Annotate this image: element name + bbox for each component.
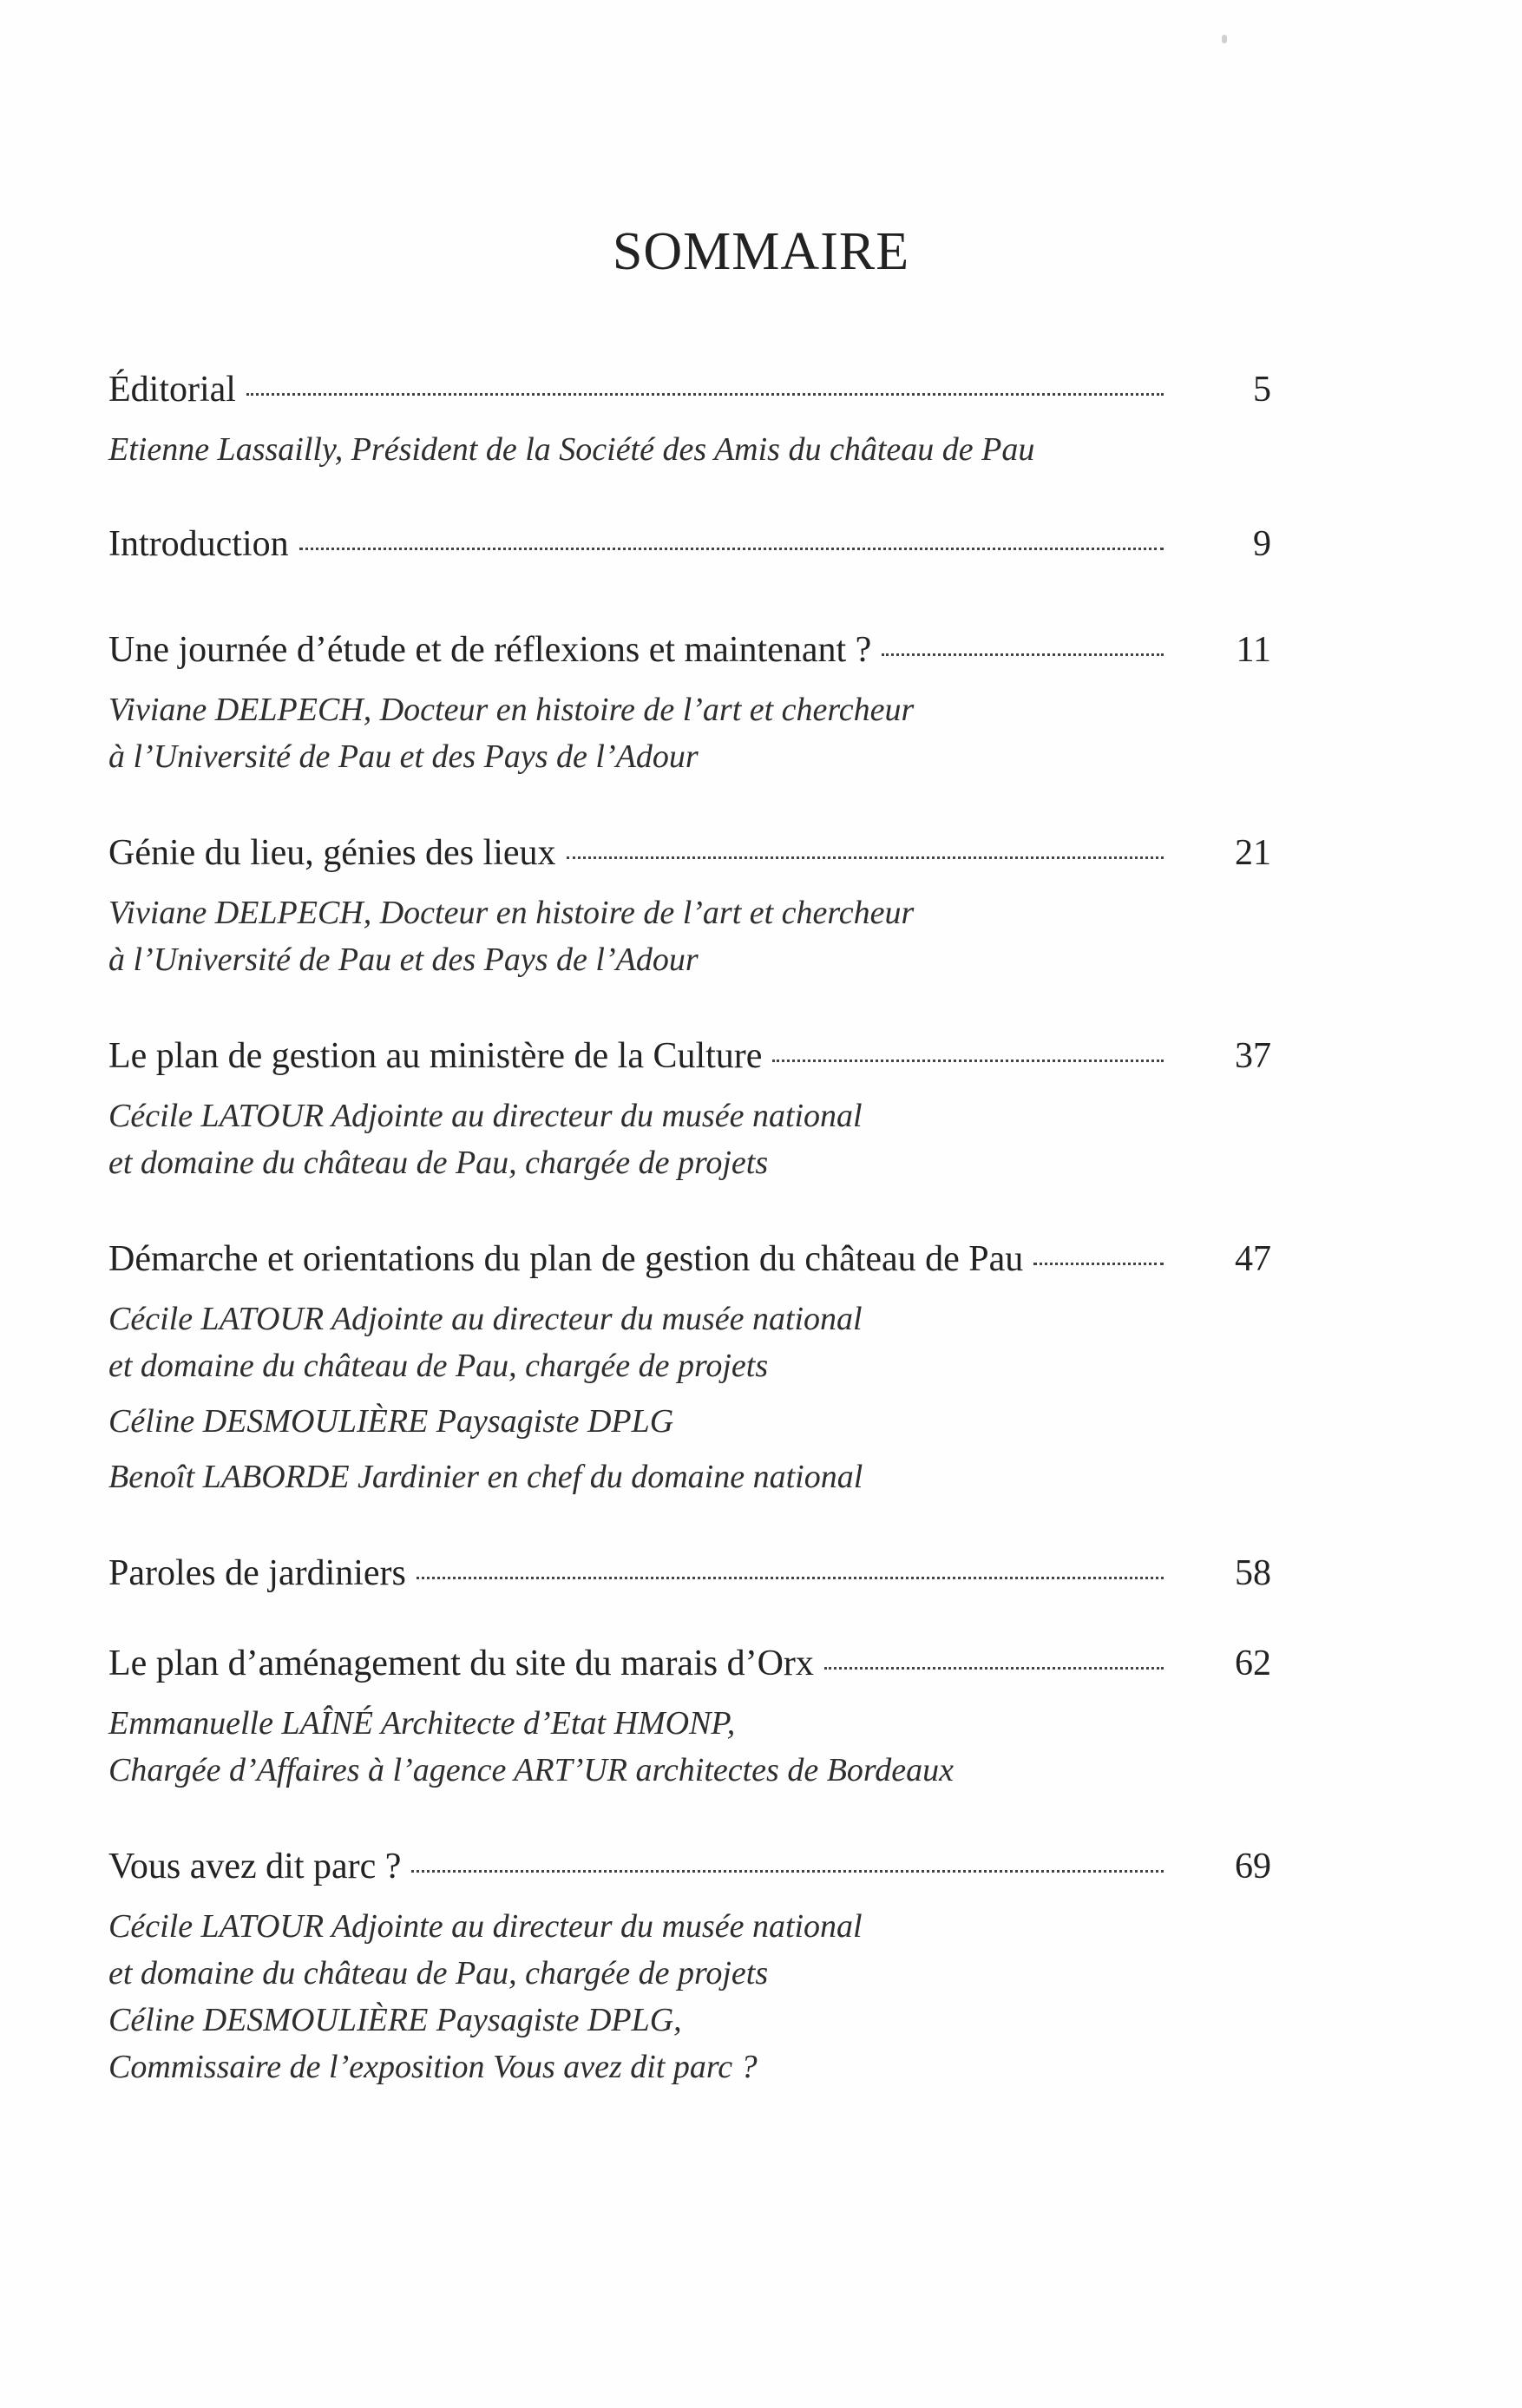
toc-entry-title: Introduction (108, 524, 289, 564)
toc-entry-title-area (108, 832, 1176, 874)
toc-author: Céline DESMOULIÈRE Paysagiste DPLG, (108, 2002, 682, 2038)
toc-author: Etienne Lassailly, Président de la Société des Amis du château de Pau (108, 431, 1035, 468)
dot-leader (417, 1577, 1164, 1579)
toc-entry-title-area (108, 369, 1176, 410)
toc-entry (108, 1552, 1332, 1610)
toc-entry-title: Éditorial (108, 370, 236, 410)
dot-leader (246, 393, 1164, 396)
toc-page-number: 58 (1235, 1553, 1271, 1593)
toc-entry (108, 523, 1332, 581)
toc-entry-title: Paroles de jardiniers (108, 1553, 406, 1593)
toc-author: Cécile LATOUR Adjointe au directeur du musée national (108, 1908, 863, 1945)
toc-entry-line (108, 1643, 1332, 1700)
toc-author: Cécile LATOUR Adjointe au directeur du musée national (108, 1301, 863, 1337)
toc-author: Emmanuelle LAÎNÉ Architecte d’Etat HMONP, (108, 1705, 736, 1742)
toc-entry-line (108, 832, 1332, 889)
dot-leader (882, 653, 1164, 656)
toc-page-number: 69 (1235, 1847, 1271, 1886)
toc-author: Chargée d’Affaires à l’agence ART’UR architectes de Bordeaux (108, 1752, 955, 1788)
toc-entry-line (108, 1035, 1332, 1092)
toc-entry-line (108, 1846, 1332, 1903)
toc-entry (108, 629, 1332, 780)
toc-entry-line (108, 1238, 1332, 1296)
toc-entry-title-area (108, 1035, 1176, 1077)
page-title: SOMMAIRE (612, 222, 910, 281)
toc-entry (108, 1846, 1332, 2090)
toc-entry-title-area (108, 1643, 1176, 1684)
toc-entry-title: Démarche et orientations du plan de gestion du château de Pau (108, 1239, 1024, 1279)
toc-page-number: 5 (1253, 370, 1271, 410)
dot-leader (824, 1667, 1164, 1670)
toc-entry (108, 1238, 1332, 1500)
toc-entry-title-area (108, 1846, 1176, 1887)
dot-leader (567, 856, 1164, 859)
toc-entry-title-area (108, 1552, 1176, 1594)
dot-leader (411, 1870, 1164, 1873)
dot-leader (299, 548, 1164, 550)
toc-entry-title-area (108, 629, 1176, 671)
toc-author: Viviane DELPECH, Docteur en histoire de l’art et chercheur (108, 895, 915, 931)
toc-author: à l’Université de Pau et des Pays de l’Adour (108, 738, 699, 775)
toc-entry-line (108, 369, 1332, 426)
toc-page-number: 47 (1235, 1239, 1271, 1279)
toc-author: Benoît LABORDE Jardinier en chef du domaine national (108, 1459, 863, 1495)
toc-page-number: 9 (1253, 524, 1271, 564)
toc-page-number: 21 (1235, 833, 1271, 873)
toc-entry-title: Le plan de gestion au ministère de la Culture (108, 1036, 763, 1076)
toc-entry-title: Génie du lieu, génies des lieux (108, 833, 556, 873)
dot-leader (772, 1060, 1164, 1062)
toc-author: Viviane DELPECH, Docteur en histoire de l’art et chercheur (108, 692, 915, 728)
dot-leader (1033, 1263, 1164, 1265)
toc-entry-title: Le plan d’aménagement du site du marais d’Orx (108, 1644, 814, 1683)
toc-author: et domaine du château de Pau, chargée de projets (108, 1348, 769, 1384)
toc-entry-title-area (108, 523, 1176, 565)
table-of-contents (108, 369, 1332, 2090)
toc-author: et domaine du château de Pau, chargée de projets (108, 1955, 769, 1991)
toc-page-number: 11 (1236, 630, 1271, 670)
toc-author: Cécile LATOUR Adjointe au directeur du musée national (108, 1098, 863, 1134)
toc-entry-line (108, 523, 1332, 581)
toc-entry (108, 369, 1332, 473)
toc-author: et domaine du château de Pau, chargée de projets (108, 1145, 769, 1181)
toc-entry (108, 1035, 1332, 1186)
toc-author: Commissaire de l’exposition Vous avez dit parc ? (108, 2049, 758, 2085)
toc-entry-title: Une journée d’étude et de réflexions et maintenant ? (108, 630, 872, 670)
toc-entry-line (108, 1552, 1332, 1610)
toc-entry (108, 1643, 1332, 1794)
toc-entry-title-area (108, 1238, 1176, 1280)
toc-page-number: 62 (1235, 1644, 1271, 1683)
toc-author: à l’Université de Pau et des Pays de l’Adour (108, 942, 699, 978)
toc-entry-title: Vous avez dit parc ? (108, 1847, 402, 1886)
toc-author: Céline DESMOULIÈRE Paysagiste DPLG (108, 1403, 674, 1440)
toc-entry-line (108, 629, 1332, 686)
toc-entry (108, 832, 1332, 983)
toc-page-number: 37 (1235, 1036, 1271, 1076)
scan-speck (1222, 35, 1227, 43)
